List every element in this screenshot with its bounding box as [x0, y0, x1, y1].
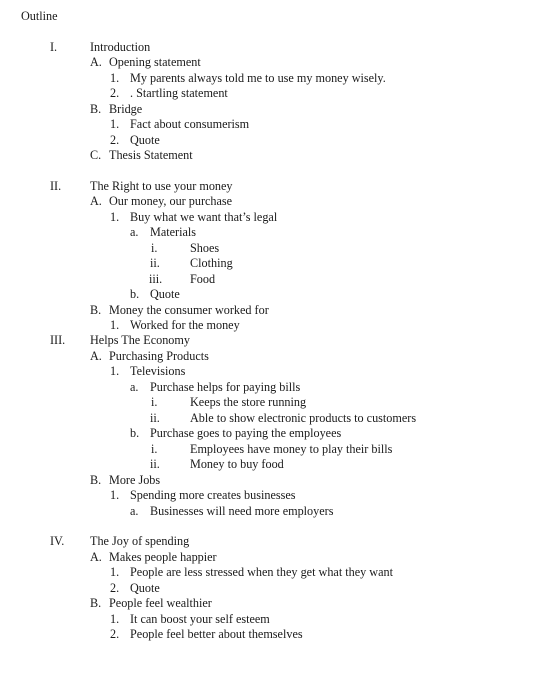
item-marker: a.	[130, 380, 139, 394]
item-marker: 2.	[110, 581, 120, 595]
item-text: Worked for the money	[130, 318, 240, 332]
item-marker: iii.	[149, 272, 163, 286]
item-text: Keeps the store running	[190, 395, 307, 409]
item-marker: B.	[90, 596, 102, 610]
item-text: Purchase helps for paying bills	[150, 380, 301, 394]
item-text: Thesis Statement	[109, 148, 193, 162]
item-marker: 2.	[110, 627, 120, 641]
item-marker: B.	[90, 102, 102, 116]
item-marker: 2.	[110, 133, 120, 147]
item-text: Food	[190, 272, 216, 286]
item-marker: 1.	[110, 364, 120, 378]
item-text: Fact about consumerism	[130, 117, 250, 131]
document-title: Outline	[21, 9, 58, 23]
section-heading: The Right to use your money	[90, 179, 233, 193]
item-text: Purchase goes to paying the employees	[150, 426, 342, 440]
item-text: Opening statement	[109, 55, 201, 69]
item-marker: i.	[151, 395, 158, 409]
item-marker: 1.	[110, 318, 120, 332]
item-text: Money the consumer worked for	[109, 303, 269, 317]
item-text: Bridge	[109, 102, 143, 116]
section-numeral: IV.	[50, 534, 65, 548]
item-marker: 1.	[110, 71, 120, 85]
item-marker: 1.	[110, 488, 120, 502]
item-marker: C.	[90, 148, 102, 162]
item-text: Quote	[150, 287, 180, 301]
item-text: Makes people happier	[109, 550, 217, 564]
item-text: Able to show electronic products to customers	[190, 411, 417, 425]
item-text: People are less stressed when they get what they want	[130, 565, 393, 579]
section-numeral: III.	[50, 333, 66, 347]
item-text: . Startling statement	[130, 86, 228, 100]
item-text: Quote	[130, 581, 160, 595]
item-marker: A.	[90, 194, 102, 208]
item-marker: A.	[90, 349, 102, 363]
item-marker: B.	[90, 473, 102, 487]
item-marker: 1.	[110, 612, 120, 626]
item-text: Buy what we want that’s legal	[130, 210, 278, 224]
item-text: Clothing	[190, 256, 233, 270]
section-numeral: II.	[50, 179, 62, 193]
item-marker: a.	[130, 504, 139, 518]
item-marker: b.	[130, 426, 140, 440]
item-marker: a.	[130, 225, 139, 239]
item-text: Our money, our purchase	[109, 194, 233, 208]
item-marker: i.	[151, 442, 158, 456]
item-text: People feel better about themselves	[130, 627, 303, 641]
item-marker: 2.	[110, 86, 120, 100]
item-marker: 1.	[110, 210, 120, 224]
item-marker: A.	[90, 55, 102, 69]
section-heading: Introduction	[90, 40, 151, 54]
item-marker: b.	[130, 287, 140, 301]
item-marker: 1.	[110, 565, 120, 579]
item-text: People feel wealthier	[109, 596, 212, 610]
item-text: Materials	[150, 225, 197, 239]
item-marker: ii.	[150, 256, 160, 270]
item-text: Spending more creates businesses	[130, 488, 296, 502]
item-marker: B.	[90, 303, 102, 317]
section-heading: The Joy of spending	[90, 534, 190, 548]
section-numeral: I.	[50, 40, 58, 54]
item-marker: 1.	[110, 117, 120, 131]
item-text: Shoes	[190, 241, 220, 255]
item-text: More Jobs	[109, 473, 161, 487]
section-heading: Helps The Economy	[90, 333, 190, 347]
item-text: It can boost your self esteem	[130, 612, 270, 626]
item-text: Quote	[130, 133, 160, 147]
item-text: Money to buy food	[190, 457, 284, 471]
item-text: Employees have money to play their bills	[190, 442, 393, 456]
item-text: Businesses will need more employers	[150, 504, 334, 518]
item-text: Televisions	[130, 364, 186, 378]
item-marker: i.	[151, 241, 158, 255]
item-marker: ii.	[150, 457, 160, 471]
item-text: My parents always told me to use my money wisely.	[130, 71, 386, 85]
item-marker: ii.	[150, 411, 160, 425]
item-marker: A.	[90, 550, 102, 564]
item-text: Purchasing Products	[109, 349, 209, 363]
